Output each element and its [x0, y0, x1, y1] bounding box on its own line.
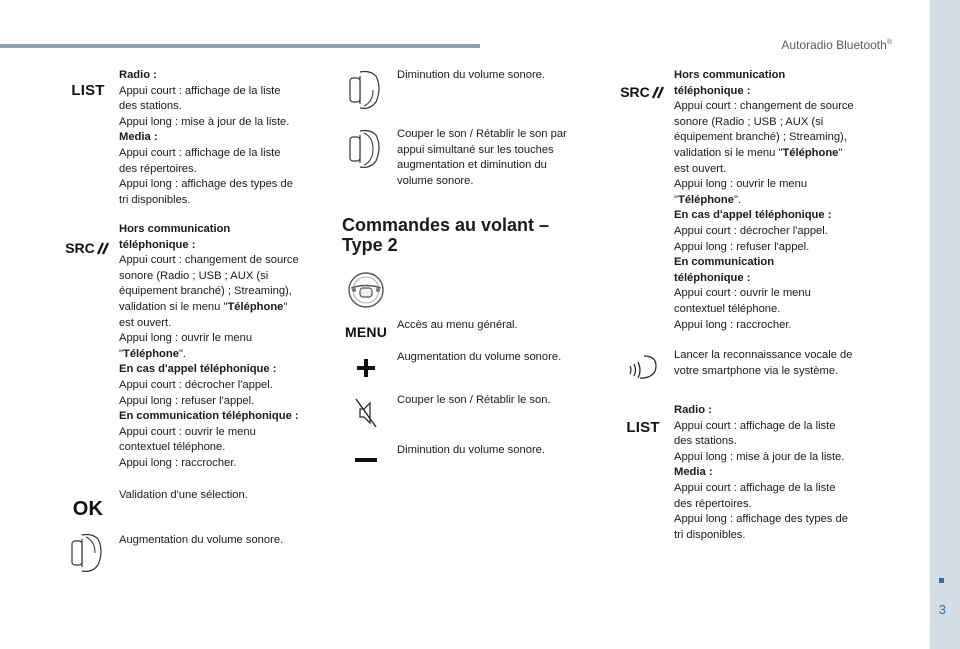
mute-speaker-icon: [354, 397, 378, 429]
mute-entry: [335, 127, 567, 189]
text-line: Radio :: [119, 69, 157, 81]
src-button-icon: SRC: [620, 84, 666, 100]
list-description-col3: [674, 403, 848, 543]
side-tab: [930, 0, 960, 649]
header-rule: [0, 44, 480, 48]
text-line: Media :: [674, 466, 713, 479]
volume-wheel-down-icon: [346, 68, 386, 112]
text-line: des répertoires.: [674, 497, 752, 510]
text-line: "Téléphone".: [674, 193, 742, 206]
menu-entry: [335, 318, 518, 340]
steering-wheel-icon: [346, 270, 386, 310]
list-description: [119, 68, 293, 208]
plus-entry: [335, 350, 561, 378]
text-line: téléphonique :: [674, 84, 751, 97]
text-line: des stations.: [674, 435, 737, 448]
text-line: équipement branché) ; Streaming),: [674, 131, 847, 144]
text-line: Appui long : ouvrir le menu: [119, 332, 253, 345]
menu-button-icon: MENU: [344, 324, 388, 340]
text-line: tri disponibles.: [119, 193, 191, 206]
list-entry-col1: [57, 68, 293, 208]
page-number: 3: [938, 602, 946, 617]
voice-entry: [612, 348, 853, 382]
text-line: Hors communication: [674, 69, 786, 81]
text-line: Appui court : changement de source: [119, 254, 299, 267]
text-line: tri disponibles.: [674, 528, 746, 541]
text-line: Appui long : affichage des types de: [674, 513, 848, 526]
text-line: Appui court : affichage de la liste: [674, 419, 836, 432]
vol-up-entry-col1: [57, 531, 283, 575]
mute2-description: Couper le son / Rétablir le son.: [397, 394, 551, 406]
text-line: contextuel téléphone.: [119, 441, 226, 454]
volume-wheel-mute-icon: [346, 127, 386, 171]
text-line: Appui court : affichage de la liste: [119, 84, 281, 97]
volume-wheel-up-icon: [68, 531, 108, 575]
text-line: Media :: [119, 131, 158, 144]
minus-entry: [335, 443, 545, 463]
text-line: Appui court : ouvrir le menu: [119, 425, 256, 438]
text-line: Appui court : décrocher l'appel.: [119, 378, 273, 391]
text-line: Appui court : ouvrir le menu: [674, 287, 811, 300]
ok-entry: [57, 488, 248, 521]
text-line: Couper le son / Rétablir le son par: [397, 128, 567, 140]
plus-icon: [356, 358, 376, 378]
text-line: Appui court : changement de source: [674, 100, 854, 113]
text-line: votre smartphone via le système.: [674, 364, 839, 377]
section-title: Commandes au volant – Type 2: [342, 215, 550, 255]
src-entry-col3: [612, 68, 854, 333]
text-line: Appui court : affichage de la liste: [674, 481, 836, 494]
minus-description: Diminution du volume sonore.: [397, 444, 545, 456]
text-line: téléphonique :: [674, 271, 751, 284]
text-line: téléphonique :: [119, 238, 196, 251]
text-line: Appui long : refuser l'appel.: [119, 394, 255, 407]
page-header-title: Autoradio Bluetooth®: [781, 38, 892, 52]
src-button-icon: SRC: [65, 240, 111, 256]
voice-recognition-icon: [626, 352, 660, 382]
text-line: En communication téléphonique :: [119, 410, 299, 423]
text-line: validation si le menu "Téléphone": [119, 300, 288, 313]
text-line: est ouvert.: [119, 316, 172, 329]
text-line: Appui court : affichage de la liste: [119, 146, 281, 159]
text-line: sonore (Radio ; USB ; AUX (si: [119, 269, 269, 282]
text-line: sonore (Radio ; USB ; AUX (si: [674, 115, 824, 128]
plus-description: Augmentation du volume sonore.: [397, 351, 562, 363]
text-line: Appui long : affichage des types de: [119, 178, 293, 191]
text-line: est ouvert.: [674, 162, 727, 175]
menu-description: Accès au menu général.: [397, 319, 518, 331]
text-line: Appui long : refuser l'appel.: [674, 240, 810, 253]
text-line: des répertoires.: [119, 162, 197, 175]
ok-description: Validation d'une sélection.: [119, 489, 248, 501]
text-line: Radio :: [674, 404, 712, 416]
text-line: "Téléphone".: [119, 347, 187, 360]
text-line: Appui long : raccrocher.: [674, 318, 792, 331]
page-marker: [939, 578, 944, 583]
text-line: Appui long : mise à jour de la liste.: [119, 115, 290, 128]
text-line: Appui court : décrocher l'appel.: [674, 224, 828, 237]
steering-wheel-entry: [335, 270, 397, 310]
text-line: Appui long : raccrocher.: [119, 456, 237, 469]
src-entry-col1: [57, 222, 299, 472]
vol-down-description: Diminution du volume sonore.: [397, 69, 545, 81]
src-description-col3: [674, 68, 854, 333]
text-line: En communication: [674, 256, 775, 269]
mute2-entry: [335, 393, 551, 429]
text-line: Appui long : mise à jour de la liste.: [674, 450, 845, 463]
vol-up-description-col1: Augmentation du volume sonore.: [119, 534, 284, 546]
list-entry-col3: [612, 403, 848, 543]
text-line: Hors communication: [119, 223, 231, 235]
text-line: des stations.: [119, 100, 182, 113]
text-line: appui simultané sur les touches: [397, 143, 554, 156]
voice-description: [674, 348, 853, 382]
src-description: [119, 222, 299, 472]
text-line: équipement branché) ; Streaming),: [119, 285, 292, 298]
minus-icon: [355, 457, 377, 463]
text-line: contextuel téléphone.: [674, 302, 781, 315]
text-line: En cas d'appel téléphonique :: [119, 363, 277, 376]
list-button-icon: LIST: [71, 82, 105, 99]
text-line: volume sonore.: [397, 174, 474, 187]
ok-button-icon: OK: [72, 498, 104, 520]
text-line: augmentation et diminution du: [397, 159, 547, 172]
list-button-icon: LIST: [626, 419, 660, 436]
text-line: validation si le menu "Téléphone": [674, 146, 843, 159]
text-line: En cas d'appel téléphonique :: [674, 209, 832, 222]
text-line: Lancer la reconnaissance vocale de: [674, 349, 853, 361]
text-line: Appui long : ouvrir le menu: [674, 178, 808, 191]
vol-down-entry: [335, 68, 545, 112]
mute-description: [397, 127, 567, 189]
